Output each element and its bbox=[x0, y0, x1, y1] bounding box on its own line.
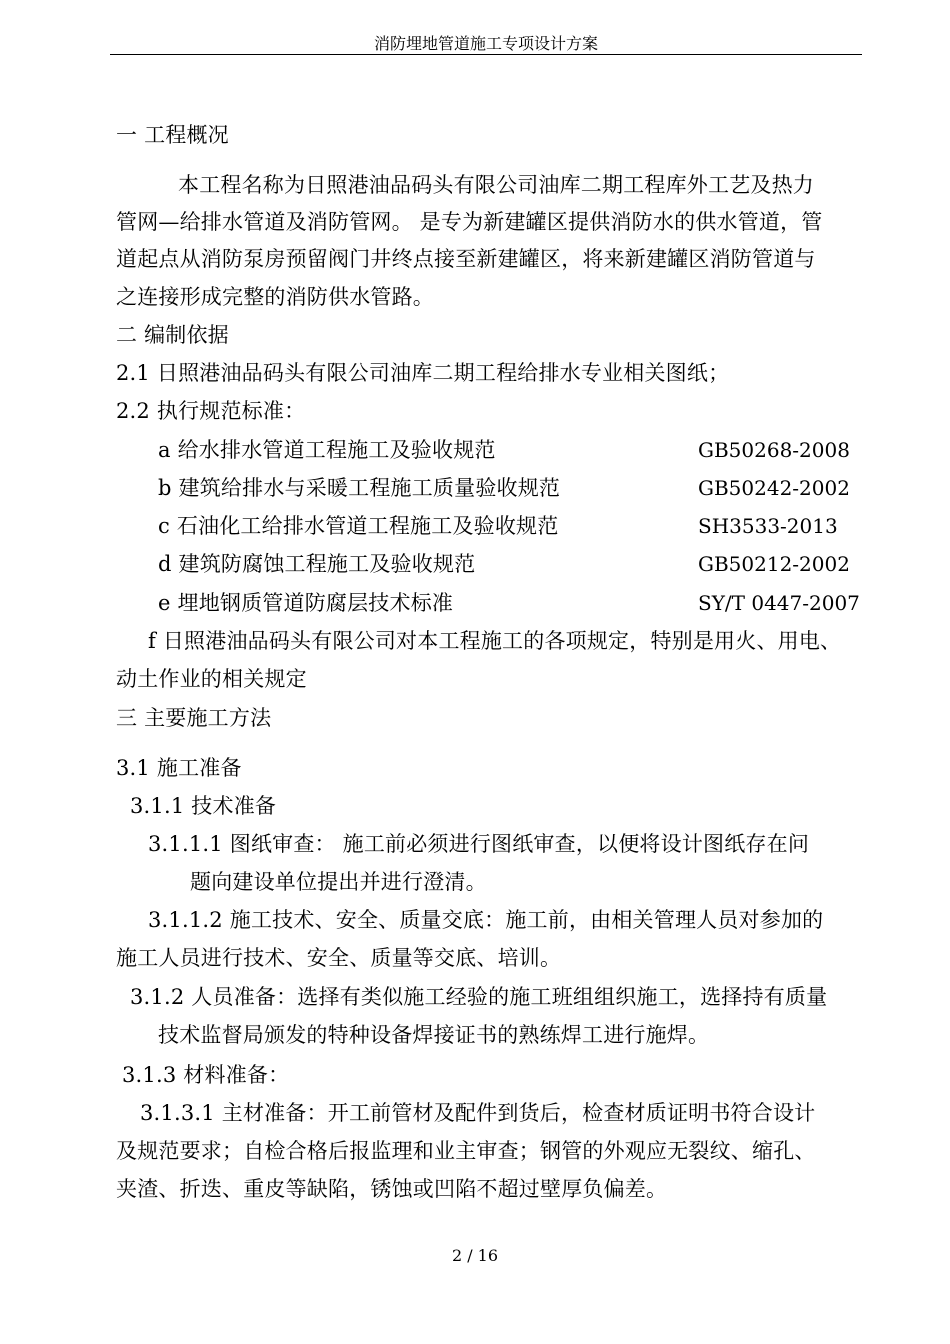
overview-line-4: 之连接形成完整的消防供水管路。 bbox=[116, 285, 434, 309]
overview-line-2: 管网—给排水管道及消防管网。 是专为新建罐区提供消防水的供水管道，管 bbox=[116, 210, 823, 234]
item-3-1-2-line-1: 3.1.2 人员准备：选择有类似施工经验的施工班组组织施工，选择持有质量 bbox=[130, 985, 828, 1009]
standard-code: GB50268-2008 bbox=[698, 438, 850, 462]
item-3-1-3-1-line-3: 夹渣、折迭、重皮等缺陷，锈蚀或凹陷不超过壁厚负偏差。 bbox=[116, 1177, 668, 1201]
standard-name: a 给水排水管道工程施工及验收规范 bbox=[158, 438, 496, 462]
item-3-1-1-2-line-1: 3.1.1.2 施工技术、安全、质量交底：施工前，由相关管理人员对参加的 bbox=[148, 908, 824, 932]
item-3-1-1-1-line-1: 3.1.1.1 图纸审查： 施工前必须进行图纸审查，以便将设计图纸存在问 bbox=[148, 832, 810, 856]
subsection-3-1-1: 3.1.1 技术准备 bbox=[130, 794, 277, 818]
overview-line-1: 本工程名称为日照港油品码头有限公司油库二期工程库外工艺及热力 bbox=[178, 173, 814, 197]
subsection-3-1: 3.1 施工准备 bbox=[116, 756, 242, 780]
item-3-1-1-1-line-2: 题向建设单位提出并进行澄清。 bbox=[190, 870, 487, 894]
running-header: 消防埋地管道施工专项设计方案 bbox=[373, 34, 598, 53]
standard-code: GB50212-2002 bbox=[698, 552, 850, 576]
standard-name: d 建筑防腐蚀工程施工及验收规范 bbox=[158, 552, 476, 576]
item-3-1-1-2-line-2: 施工人员进行技术、安全、质量等交底、培训。 bbox=[116, 946, 562, 970]
basis-item-2-2: 2.2 执行规范标准： bbox=[116, 399, 306, 423]
section-heading-methods: 三 主要施工方法 bbox=[116, 706, 272, 730]
basis-item-f-line-1: f 日照港油品码头有限公司对本工程施工的各项规定，特别是用火、用电、 bbox=[148, 629, 842, 653]
standard-name: e 埋地钢质管道防腐层技术标准 bbox=[158, 591, 454, 615]
page-number: 2 / 16 bbox=[451, 1246, 499, 1265]
standard-code: SH3533-2013 bbox=[698, 514, 838, 538]
standard-code: GB50242-2002 bbox=[698, 476, 850, 500]
item-3-1-3-1-line-1: 3.1.3.1 主材准备：开工前管材及配件到货后，检查材质证明书符合设计 bbox=[140, 1101, 816, 1125]
standard-code: SY/T 0447-2007 bbox=[698, 591, 860, 615]
basis-item-f-line-2: 动土作业的相关规定 bbox=[116, 667, 307, 691]
header-rule bbox=[110, 54, 862, 55]
item-3-1-3: 3.1.3 材料准备： bbox=[122, 1063, 290, 1087]
item-3-1-3-1-line-2: 及规范要求；自检合格后报监理和业主审查；钢管的外观应无裂纹、缩孔、 bbox=[116, 1139, 816, 1163]
overview-line-3: 道起点从消防泵房预留阀门井终点接至新建罐区，将来新建罐区消防管道与 bbox=[116, 247, 816, 271]
standard-name: c 石油化工给排水管道工程施工及验收规范 bbox=[158, 514, 559, 538]
section-heading-basis: 二 编制依据 bbox=[116, 323, 229, 347]
item-3-1-2-line-2: 技术监督局颁发的特种设备焊接证书的熟练焊工进行施焊。 bbox=[158, 1023, 710, 1047]
standard-name: b 建筑给排水与采暖工程施工质量验收规范 bbox=[158, 476, 561, 500]
basis-item-2-1: 2.1 日照港油品码头有限公司油库二期工程给排水专业相关图纸； bbox=[116, 361, 730, 385]
section-heading-overview: 一 工程概况 bbox=[116, 123, 229, 147]
